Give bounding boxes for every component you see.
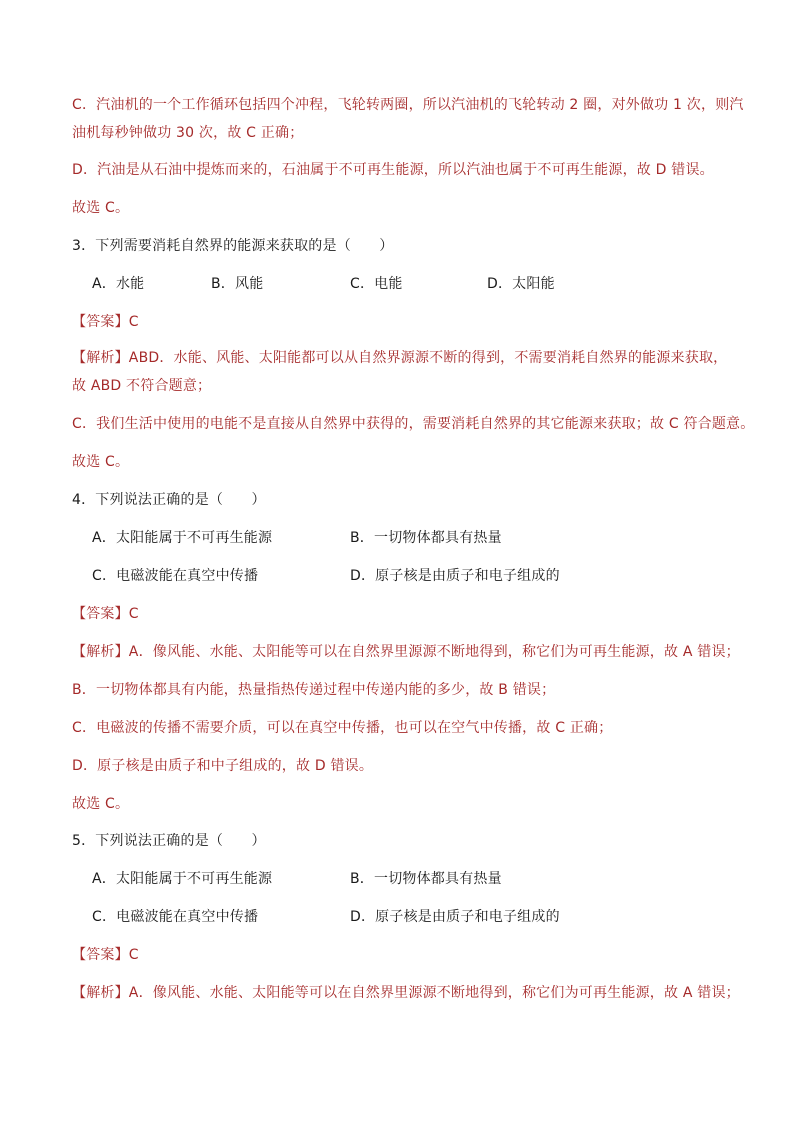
q3-analysis-c: C．我们生活中使用的电能不是直接从自然界中获得的，需要消耗自然界的其它能源来获取；故 C 符合题意。 bbox=[72, 416, 755, 432]
q5-option-d: D．原子核是由质子和电子组成的 bbox=[350, 909, 560, 925]
analysis-d-line: D．汽油是从石油中提炼而来的，石油属于不可再生能源，所以汽油也属于不可再生能源，故 D 错误。 bbox=[72, 162, 714, 178]
q3-option-d: D．太阳能 bbox=[487, 276, 555, 292]
q4-option-b: B．一切物体都具有热量 bbox=[350, 530, 502, 546]
q3-option-b: B．风能 bbox=[211, 276, 264, 292]
q4-analysis-c: C．电磁波的传播不需要介质，可以在真空中传播，也可以在空气中传播，故 C 正确； bbox=[72, 720, 613, 736]
question-5-text: 5．下列说法正确的是（ ） bbox=[72, 833, 266, 849]
q4-option-d: D．原子核是由质子和电子组成的 bbox=[350, 568, 560, 584]
q3-analysis-line-1: 【解析】ABD．水能、风能、太阳能都可以从自然界源源不断的得到，不需要消耗自然界的能源来获取， bbox=[72, 350, 728, 366]
q4-analysis-d: D．原子核是由质子和中子组成的，故 D 错误。 bbox=[72, 758, 374, 774]
analysis-c-line-2: 油机每秒钟做功 30 次，故 C 正确； bbox=[72, 125, 304, 141]
question-4-text: 4．下列说法正确的是（ ） bbox=[72, 492, 266, 508]
q5-option-b: B．一切物体都具有热量 bbox=[350, 871, 502, 887]
q3-conclusion: 故选 C。 bbox=[72, 454, 130, 470]
analysis-c-line-1: C．汽油机的一个工作循环包括四个冲程，飞轮转两圈，所以汽油机的飞轮转动 2 圈，对外做功 1 次，则汽 bbox=[72, 97, 744, 113]
q4-option-c: C．电磁波能在真空中传播 bbox=[92, 568, 259, 584]
q4-option-a: A．太阳能属于不可再生能源 bbox=[92, 530, 273, 546]
q5-answer: 【答案】C bbox=[72, 947, 139, 963]
q3-answer: 【答案】C bbox=[72, 314, 139, 330]
q4-answer: 【答案】C bbox=[72, 606, 139, 622]
q5-analysis-a: 【解析】A．像风能、水能、太阳能等可以在自然界里源源不断地得到，称它们为可再生能源，故 A 错误； bbox=[72, 985, 740, 1001]
q4-analysis-a: 【解析】A．像风能、水能、太阳能等可以在自然界里源源不断地得到，称它们为可再生能源，故 A 错误； bbox=[72, 644, 740, 660]
q3-option-a: A．水能 bbox=[92, 276, 145, 292]
q3-option-c: C．电能 bbox=[350, 276, 403, 292]
question-3-text: 3．下列需要消耗自然界的能源来获取的是（ ） bbox=[72, 238, 394, 254]
q5-option-a: A．太阳能属于不可再生能源 bbox=[92, 871, 273, 887]
conclusion-text: 故选 C。 bbox=[72, 200, 130, 216]
q4-analysis-b: B．一切物体都具有内能，热量指热传递过程中传递内能的多少，故 B 错误； bbox=[72, 682, 556, 698]
q4-conclusion: 故选 C。 bbox=[72, 796, 130, 812]
q5-option-c: C．电磁波能在真空中传播 bbox=[92, 909, 259, 925]
q3-analysis-line-2: 故 ABD 不符合题意； bbox=[72, 378, 212, 394]
